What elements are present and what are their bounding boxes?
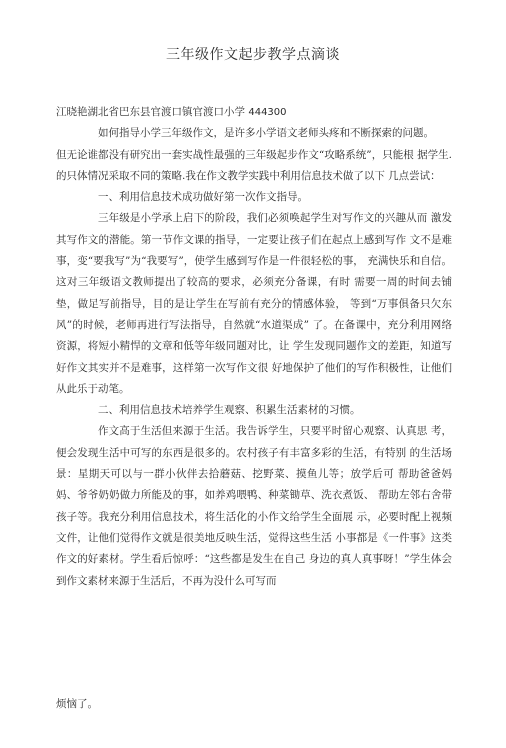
paragraph-section-1: 三年级是小学承上启下的阶段，我们必须唤起学生对写作文的兴趣从而 激发其写作文的潜能。第一节作文课的指导，一定要让孩子们在起点上感到写作 文不是难事，变“要我写”为“我要写”，使学生感到写作是一件很轻松的事， 充满快乐和自信。这对三年级语文教师提出了较高的要求，必须充分备课，有时 需要一周的时间去铺垫，做足写前指导，目的是让学生在写前有充分的情感体验， 等到“万事俱备只欠东风”的时候，老师再进行写法指导，自然就“水道渠成” 了。在备课中，充分利用网络资源，将短小精悍的文章和低等年级同题对比，让 学生发现同题作文的差距，知道写好作文其实并不是难事，这样第一次写作文很 好地保护了他们的写作积极性，让他们从此乐于动笔。 (56, 212, 452, 395)
document-title: 三年级作文起步教学点滴谈 (166, 47, 340, 63)
document-body (56, 102, 452, 592)
section-heading-1: 一、利用信息技术成功做好第一次作文指导。 (98, 191, 308, 204)
paragraph-section-2: 作文高于生活但来源于生活。我告诉学生，只要平时留心观察、认真思 考，便会发现生活中可写的东西是很多的。农村孩子有丰富多彩的生活，有特别 的生活场景：星期天可以与一群小伙伴去拾蘑菇、挖野菜、摸鱼儿等；放学后可 帮助爸爸妈妈、爷爷奶奶做力所能及的事，如养鸡喂鸭、种菜锄草、洗衣煮饭、 帮助左邻右舍带孩子等。我充分利用信息技术，将生活化的小作文给学生全面展 示，必要时配上视频文件，让他们觉得作文就是很美地反映生活，觉得这些生活 小事都是《一件事》这类作文的好素材。学生看后惊呼：“这些都是发生在自己 身边的真人真事呀！”学生体会到作文素材来源于生活后，不再为没什么可写而 (56, 425, 452, 587)
section-heading-2: 二、利用信息技术培养学生观察、积累生活素材的习惯。 (98, 404, 361, 417)
postal-code: 444300 (248, 107, 287, 118)
paragraph-tail: 烦恼了。 (56, 698, 98, 710)
paragraph-context: 但无论谁都没有研究出一套实战性最强的三年级起步作文“攻略系统”，只能根 据学生.的只体情况采取不同的策略.我在作文教学实践中利用信息技术做了以下 几点尝试： (56, 148, 452, 182)
paragraph-intro: 如何指导小学三年级作文，是许多小学语文老师头疼和不断探索的问题。 (98, 127, 434, 140)
author-line (56, 102, 452, 123)
author-affiliation: 江晓艳湖北省巴东县官渡口镇官渡口小学 (56, 106, 245, 118)
